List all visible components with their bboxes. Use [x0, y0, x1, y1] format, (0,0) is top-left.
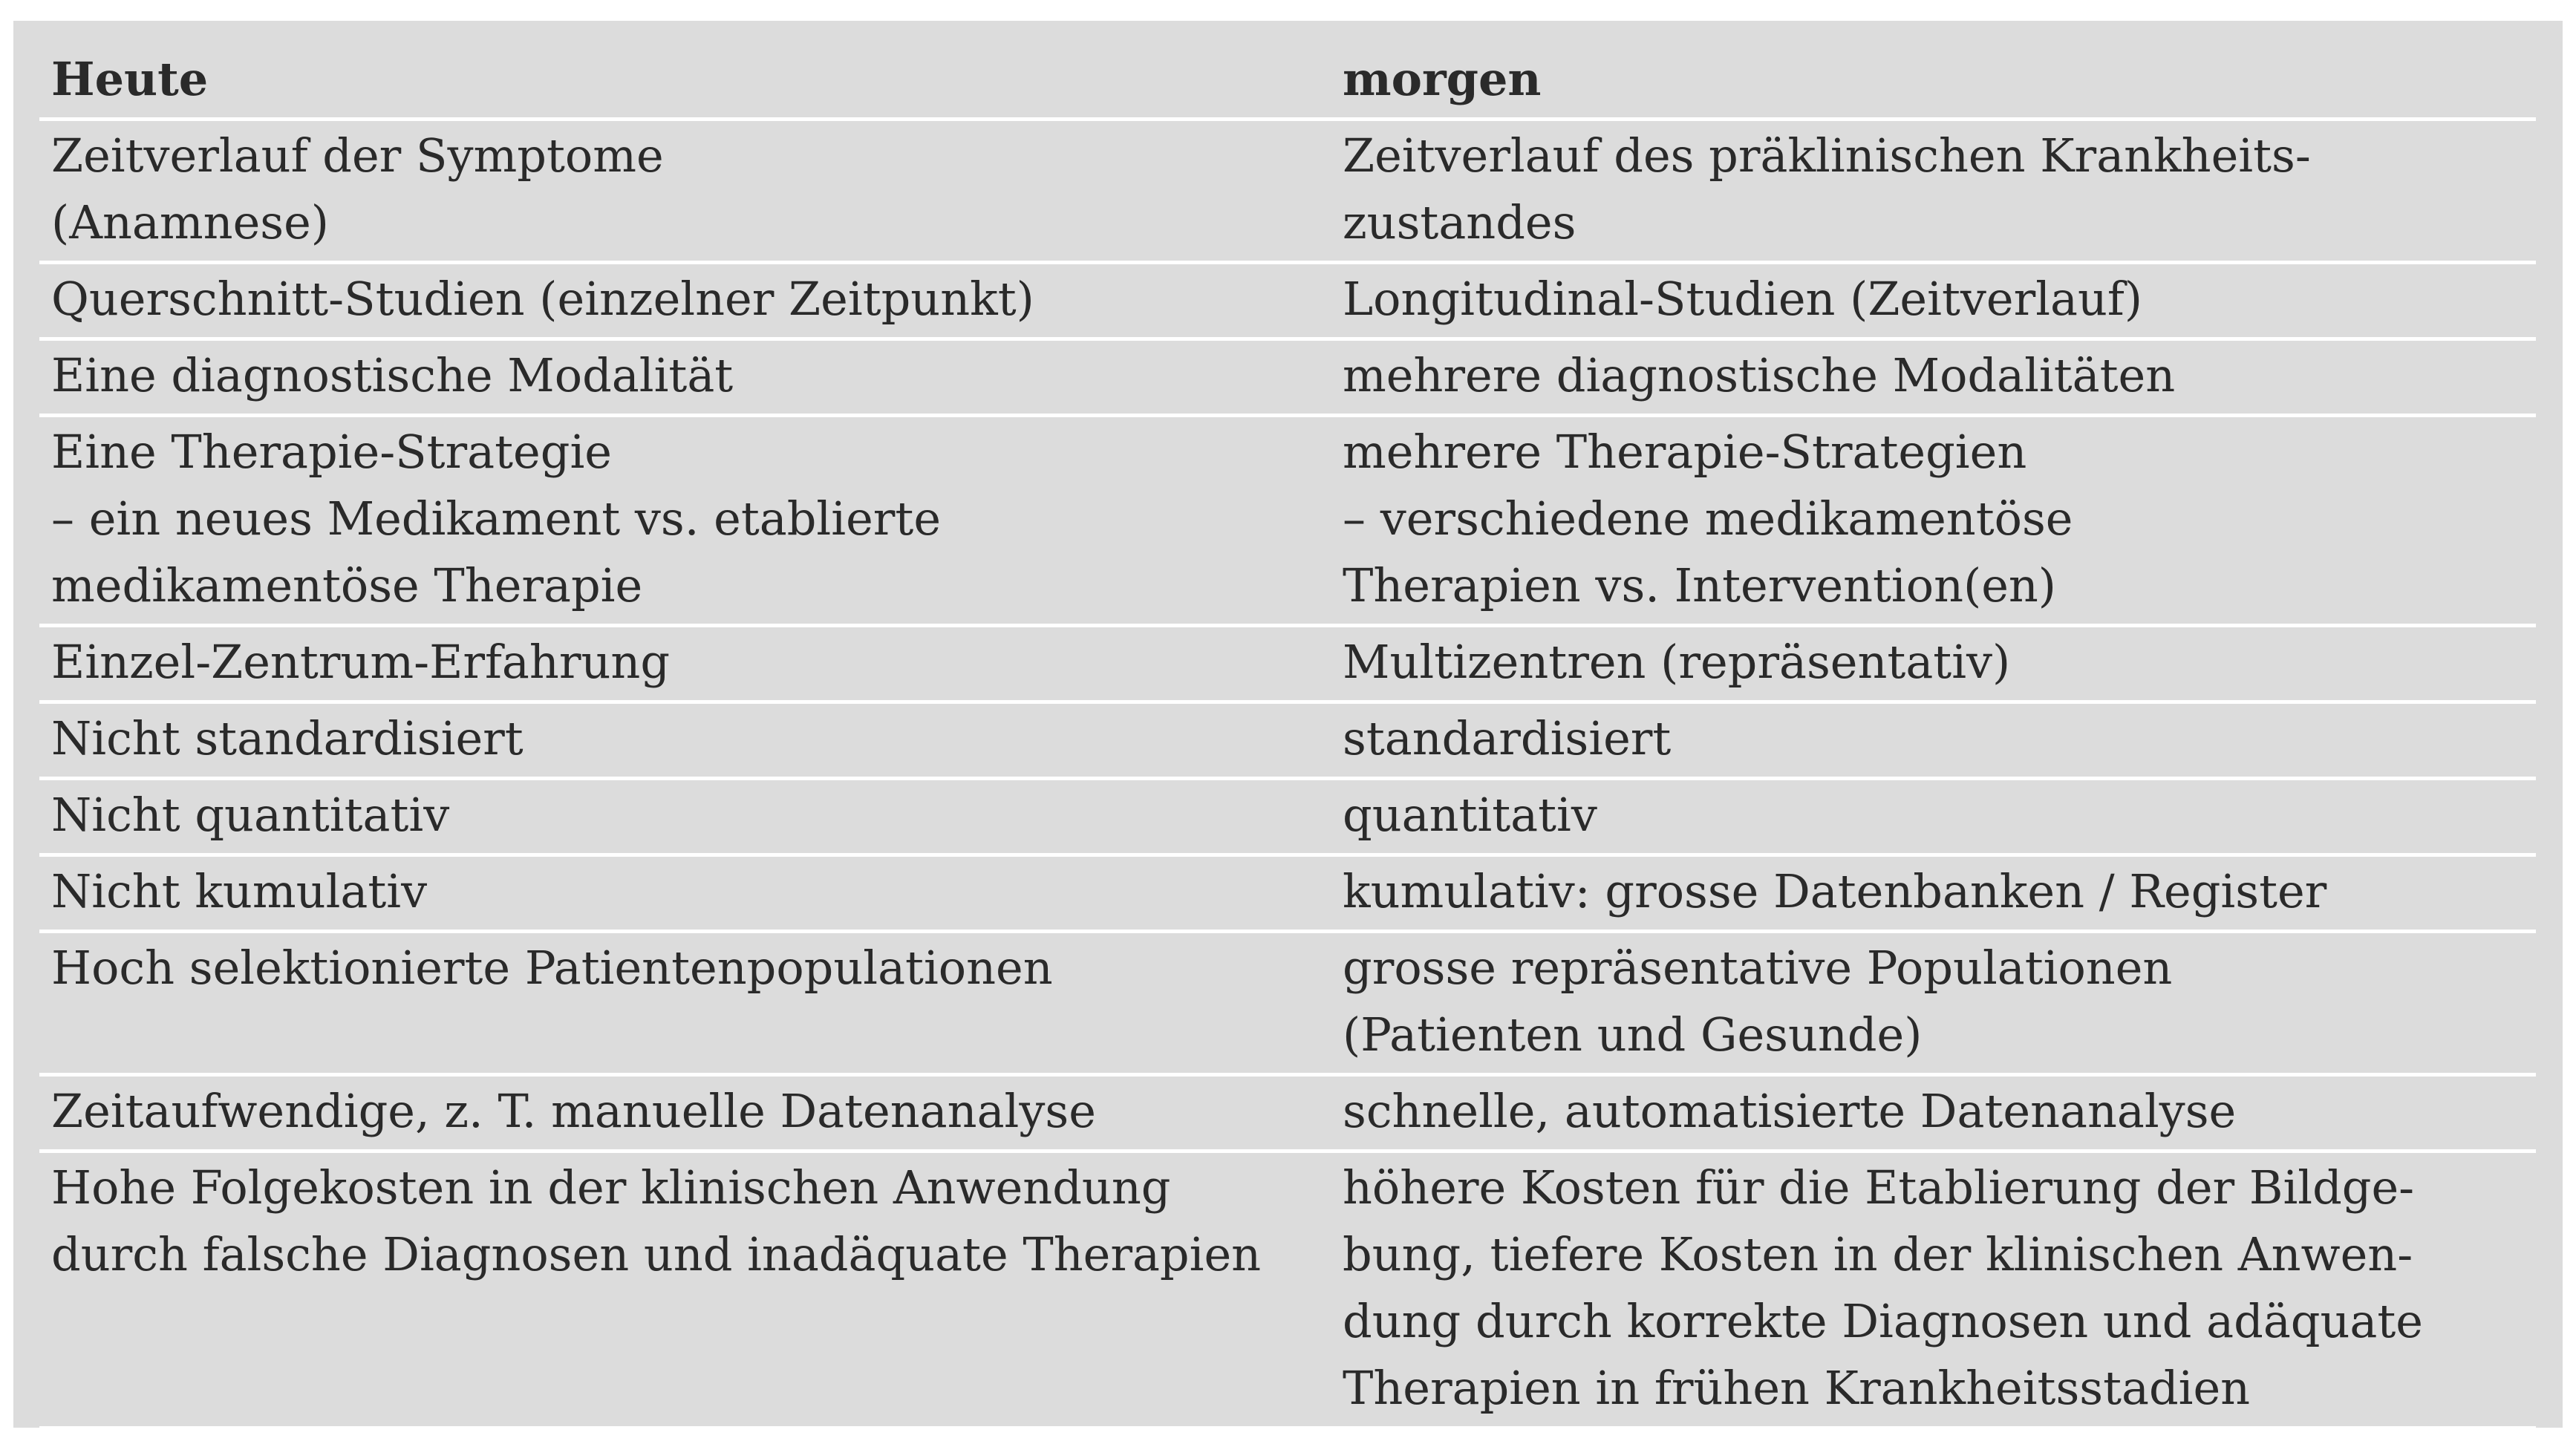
- cell-morgen: höhere Kosten für die Etablierung der Bildge- bung, tiefere Kosten in der klinischen Anwen- dung durch korrekte Diagnosen und adäquate Therapien in frühen Krankheitsstadien: [1343, 1160, 2423, 1415]
- cell-heute: Nicht kumulativ: [51, 864, 428, 918]
- cell-heute: Hohe Folgekosten in der klinischen Anwendung durch falsche Diagnosen und inadäquate Therapien: [51, 1160, 1262, 1281]
- cell-heute: Eine Therapie-Strategie – ein neues Medikament vs. etablierte medikamentöse Therapie: [51, 425, 942, 612]
- cell-heute: Nicht standardisiert: [51, 711, 524, 765]
- table-row: [39, 780, 2536, 857]
- cell-morgen: kumulativ: grosse Datenbanken / Register: [1343, 864, 2327, 918]
- cell-heute: Querschnitt-Studien (einzelner Zeitpunkt): [51, 272, 1034, 326]
- header-heute: Heute: [51, 52, 209, 106]
- table-row: [39, 121, 2536, 264]
- cell-morgen: standardisiert: [1343, 711, 1672, 765]
- cell-morgen: quantitativ: [1343, 788, 1597, 842]
- cell-heute: Nicht quantitativ: [51, 788, 450, 842]
- cell-heute: Hoch selektionierte Patientenpopulationen: [51, 941, 1053, 995]
- cell-heute: Zeitaufwendige, z. T. manuelle Datenanalyse: [51, 1084, 1096, 1138]
- comparison-table-panel: [13, 21, 2563, 1428]
- cell-heute: Zeitverlauf der Symptome (Anamnese): [51, 128, 664, 249]
- table-row: [39, 704, 2536, 780]
- cell-morgen: Zeitverlauf des präklinischen Krankheits- zustandes: [1343, 128, 2311, 249]
- table-header-row: [39, 45, 2536, 121]
- header-morgen: morgen: [1343, 52, 1542, 106]
- comparison-table: [39, 45, 2536, 1430]
- cell-morgen: grosse repräsentative Populationen (Patienten und Gesunde): [1343, 941, 2173, 1062]
- cell-morgen: schnelle, automatisierte Datenanalyse: [1343, 1084, 2237, 1138]
- table-row: [39, 417, 2536, 627]
- table-row: [39, 857, 2536, 933]
- table-row: [39, 341, 2536, 417]
- cell-morgen: Longitudinal-Studien (Zeitverlauf): [1343, 272, 2143, 326]
- cell-morgen: Multizentren (repräsentativ): [1343, 635, 2011, 689]
- cell-heute: Eine diagnostische Modalität: [51, 348, 734, 402]
- table-row: [39, 1077, 2536, 1153]
- cell-morgen: mehrere Therapie-Strategien – verschiedene medikamentöse Therapien vs. Intervention(en): [1343, 425, 2073, 612]
- cell-heute: Einzel-Zentrum-Erfahrung: [51, 635, 671, 689]
- table-row: [39, 1153, 2536, 1430]
- table-row: [39, 627, 2536, 704]
- cell-morgen: mehrere diagnostische Modalitäten: [1343, 348, 2176, 402]
- table-row: [39, 933, 2536, 1077]
- table-row: [39, 264, 2536, 341]
